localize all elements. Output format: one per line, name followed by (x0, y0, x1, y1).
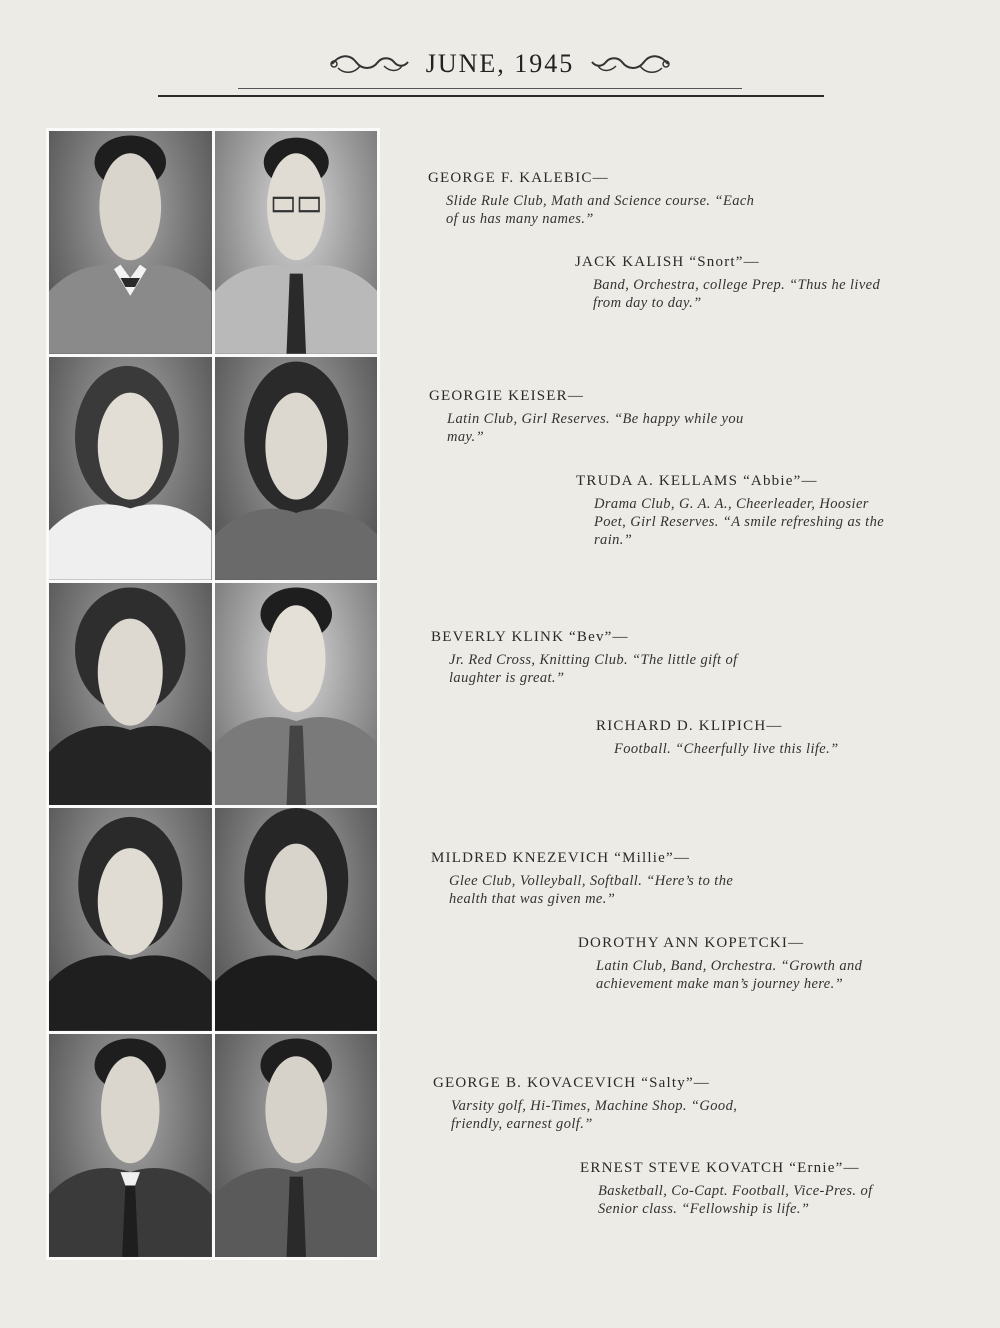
header-rule (158, 95, 824, 97)
portrait-photo (215, 808, 378, 1031)
entry-description: Varsity golf, Hi-Times, Machine Shop. “Good, friendly, earnest golf.” (451, 1098, 738, 1132)
entry-name: GEORGIE KEISER— (429, 388, 585, 404)
entry-description: Band, Orchestra, college Prep. “Thus he lived from day to day.” (593, 277, 881, 311)
portrait-photo (49, 357, 212, 580)
senior-entry (428, 168, 808, 228)
entry-name: DOROTHY ANN KOPETCKI— (578, 935, 805, 951)
page-header (0, 44, 1000, 84)
senior-entry (596, 716, 956, 758)
senior-entry (433, 1073, 813, 1133)
senior-entry (578, 933, 958, 993)
entry-description: Jr. Red Cross, Knitting Club. “The little gift of laughter is great.” (449, 652, 738, 686)
header-rule-thin (238, 88, 742, 89)
portrait-photo (49, 131, 212, 354)
entry-name: GEORGE B. KOVACEVICH “Salty”— (433, 1075, 711, 1091)
senior-entry (576, 471, 956, 549)
entry-description: Slide Rule Club, Math and Science course. “Each of us has many names.” (446, 193, 755, 227)
scroll-ornament-icon (588, 52, 672, 76)
entry-description: Latin Club, Girl Reserves. “Be happy while you may.” (447, 411, 744, 445)
page-title: JUNE, 1945 (425, 49, 575, 78)
portrait-grid (46, 128, 380, 1260)
entry-name: ERNEST STEVE KOVATCH “Ernie”— (580, 1160, 860, 1176)
portrait-photo (49, 583, 212, 806)
scroll-ornament-icon (328, 52, 412, 76)
senior-entry (431, 627, 811, 687)
senior-entry (431, 848, 811, 908)
entry-name: TRUDA A. KELLAMS “Abbie”— (576, 473, 818, 489)
senior-entry (429, 386, 809, 446)
portrait-photo (215, 583, 378, 806)
portrait-photo (215, 131, 378, 354)
portrait-photo (49, 1034, 212, 1257)
entry-description: Latin Club, Band, Orchestra. “Growth and achievement make man’s journey here.” (596, 958, 863, 992)
entry-description: Basketball, Co-Capt. Football, Vice-Pres. of Senior class. “Fellowship is life.” (598, 1183, 873, 1217)
entry-name: GEORGE F. KALEBIC— (428, 170, 609, 186)
entry-name: MILDRED KNEZEVICH “Millie”— (431, 850, 691, 866)
portrait-photo (215, 1034, 378, 1257)
entry-description: Football. “Cheerfully live this life.” (614, 741, 839, 757)
entry-description: Glee Club, Volleyball, Softball. “Here’s to the health that was given me.” (449, 873, 734, 907)
entry-name: BEVERLY KLINK “Bev”— (431, 629, 629, 645)
portrait-photo (215, 357, 378, 580)
entry-description: Drama Club, G. A. A., Cheerleader, Hoosier Poet, Girl Reserves. “A smile refreshing as the rain.” (594, 496, 885, 548)
entry-name: RICHARD D. KLIPICH— (596, 718, 783, 734)
senior-entry (575, 252, 955, 312)
entry-name: JACK KALISH “Snort”— (575, 254, 760, 270)
senior-entry (580, 1158, 960, 1218)
portrait-photo (49, 808, 212, 1031)
